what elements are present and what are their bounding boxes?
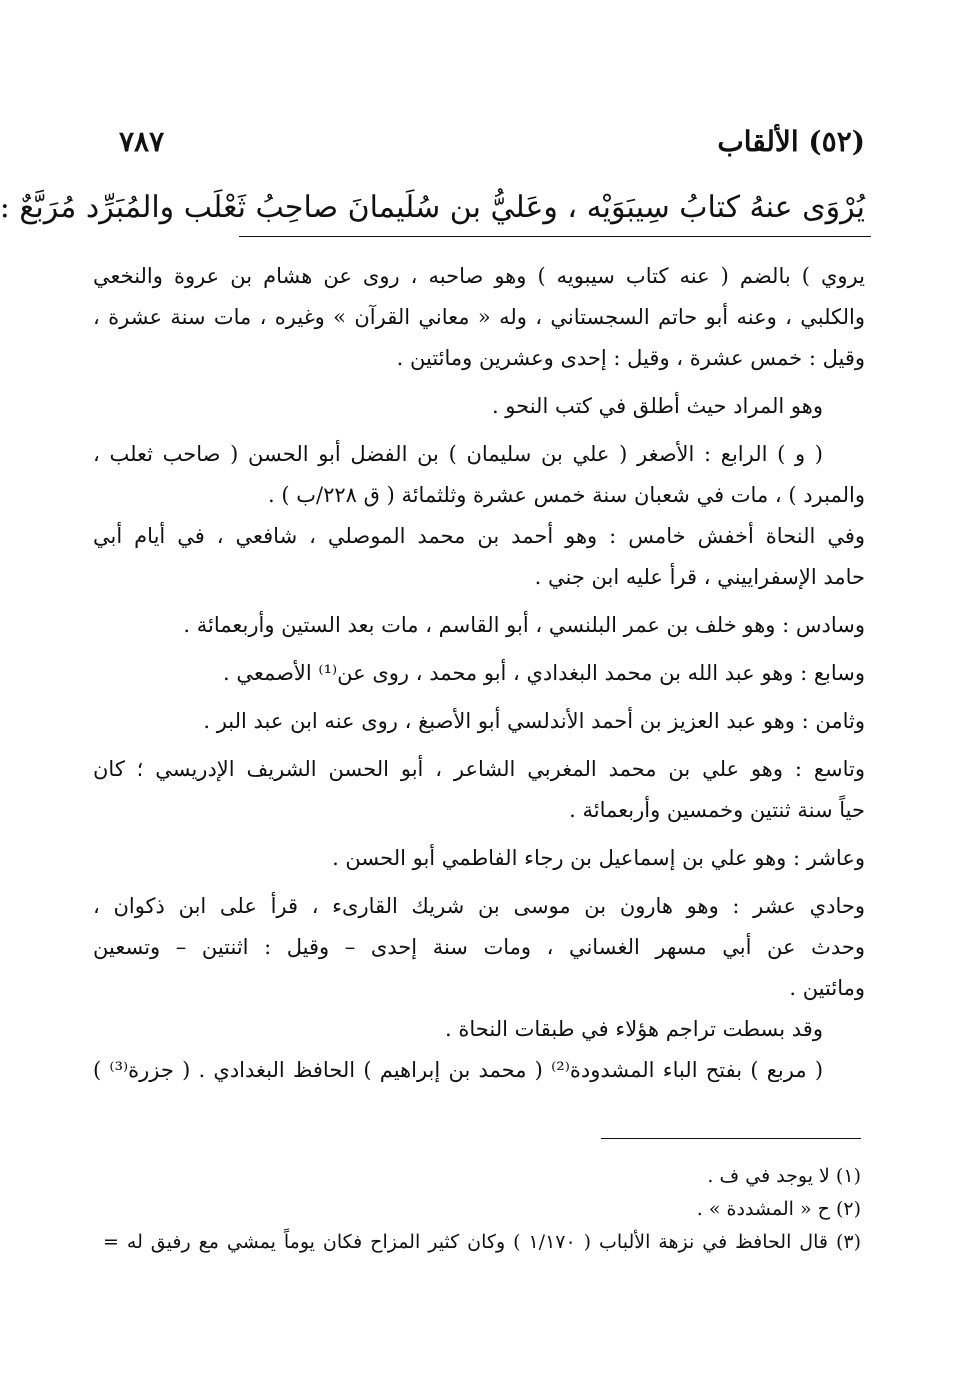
paragraph-line: وعاشر : وهو علي بن إسماعيل بن رجاء الفاطمي أبو الحسن . bbox=[332, 846, 865, 870]
paragraph-7 bbox=[93, 701, 865, 742]
paragraph-line: وفي النحاة أخفش خامس : وهو أحمد بن محمد الموصلي ، شافعي ، في أيام أبي bbox=[93, 524, 865, 548]
paragraph-line: وحادي عشر : وهو هارون بن موسى بن شريك القارىء ، قرأ على ابن ذكوان ، bbox=[93, 894, 865, 918]
paragraph-line: حامد الإسفراييني ، قرأ عليه ابن جني . bbox=[534, 565, 865, 589]
verse-line: يُرْوَى عنهُ كتابُ سِيبَوَيْه ، وعَليُّ بن سُلَيمانَ صاحِبُ ثَعْلَب والمُبَرِّد مُرَبَّعٌ : bbox=[0, 190, 865, 225]
paragraph-6 bbox=[93, 653, 865, 694]
paragraph-line: وقد بسطت تراجم هؤلاء في طبقات النحاة . bbox=[445, 1017, 823, 1041]
chapter-title: (٥٢) الألقاب bbox=[717, 125, 865, 158]
paragraph-12 bbox=[93, 1050, 865, 1091]
paragraph-line: يروي ) بالضم ( عنه كتاب سيبويه ) وهو صاحبه ، روى عن هشام بن عروة والنخعي bbox=[93, 264, 865, 288]
paragraph-10 bbox=[93, 886, 865, 1009]
paragraph-9 bbox=[93, 838, 865, 879]
verse-underline bbox=[239, 236, 871, 237]
paragraph-line: والكلبي ، وعنه أبو حاتم السجستاني ، وله « معاني القرآن » وغيره ، مات سنة عشرة ، bbox=[93, 305, 865, 329]
paragraph-line: وثامن : وهو عبد العزيز بن أحمد الأندلسي أبو الأصبغ ، روى عنه ابن عبد البر . bbox=[203, 709, 865, 733]
paragraph-line: ( مربع ) بفتح الباء المشدودة⁽²⁾ ( محمد بن إبراهيم ) الحافظ البغدادي . ( جزرة⁽³⁾ ) bbox=[93, 1058, 824, 1082]
paragraph-8 bbox=[93, 749, 865, 831]
paragraph-line: وسابع : وهو عبد الله بن محمد البغدادي ، أبو محمد ، روى عن⁽¹⁾ الأصمعي . bbox=[222, 661, 865, 685]
paragraph-line: ومائتين . bbox=[789, 976, 865, 1000]
paragraph-line: وقيل : خمس عشرة ، وقيل : إحدى وعشرين ومائتين . bbox=[396, 346, 865, 370]
paragraph-11 bbox=[93, 1009, 865, 1050]
footnote-separator bbox=[601, 1138, 861, 1139]
paragraph-4 bbox=[93, 516, 865, 598]
page-header bbox=[119, 125, 865, 169]
footnotes bbox=[103, 1160, 861, 1259]
paragraph-2 bbox=[93, 386, 865, 427]
paragraph-line: وتاسع : وهو علي بن محمد المغربي الشاعر ، أبو الحسن الشريف الإدريسي ؛ كان bbox=[93, 757, 865, 781]
footnote-1: (١) لا يوجد في ف . bbox=[707, 1165, 861, 1187]
footnote-2: (٢) ح « المشددة » . bbox=[696, 1198, 861, 1220]
commentary-body bbox=[93, 256, 865, 1091]
paragraph-1 bbox=[93, 256, 865, 379]
paragraph-line: وحدث عن أبي مسهر الغساني ، ومات سنة إحدى – وقيل : اثنتين – وتسعين bbox=[93, 935, 865, 959]
page-number: ٧٨٧ bbox=[119, 125, 165, 158]
paragraph-3 bbox=[93, 434, 865, 516]
paragraph-line: وسادس : وهو خلف بن عمر البلنسي ، أبو القاسم ، مات بعد الستين وأربعمائة . bbox=[183, 613, 865, 637]
paragraph-line: ( و ) الرابع : الأصغر ( علي بن سليمان ) بن الفضل أبو الحسن ( صاحب ثعلب ، bbox=[93, 442, 823, 466]
paragraph-5 bbox=[93, 605, 865, 646]
paragraph-line: والمبرد ) ، مات في شعبان سنة خمس عشرة وثلثمائة ( ق ٢٢٨/ب ) . bbox=[268, 483, 865, 507]
footnote-3: (٣) قال الحافظ في نزهة الألباب ( ١/١٧٠ ) وكان كثير المزاح فكان يوماً يمشي مع رفيق له = bbox=[103, 1231, 861, 1253]
paragraph-line: وهو المراد حيث أطلق في كتب النحو . bbox=[491, 394, 823, 418]
paragraph-line: حياً سنة ثنتين وخمسين وأربعمائة . bbox=[569, 798, 865, 822]
